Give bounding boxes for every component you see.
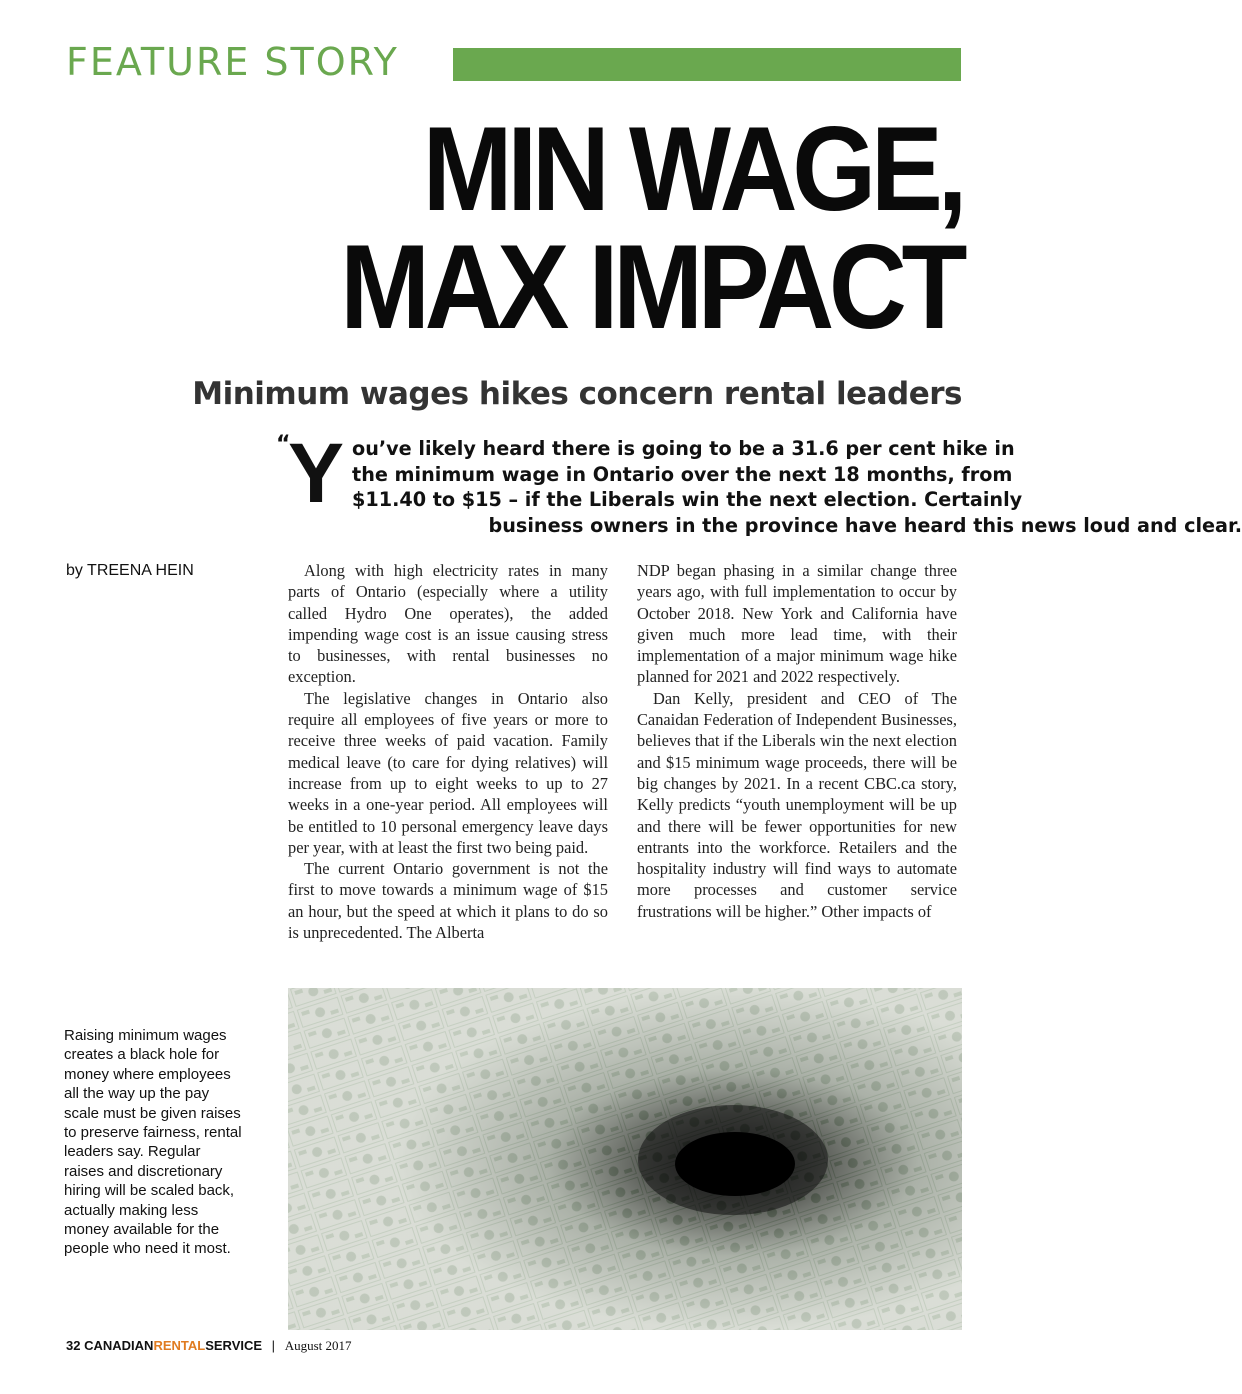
body-column-1 <box>288 560 608 943</box>
pullquote-drop-cap: Y <box>288 426 345 520</box>
publication-name-part-2: RENTAL <box>153 1338 206 1353</box>
body-paragraph: Dan Kelly, president and CEO of The Canaidan Federation of Independent Businesses, believes that if the Liberals win the next election and $15 minimum wage proceeds, there will be big changes by 2021. In a recent CBC.ca story, Kelly predicts “youth unemployment will be up and there will be fewer opportunities for new entrants into the workforce. Retailers and the hospitality industry will find ways to automate more processes and customer service frustrations will be higher.” Other impacts of <box>637 688 957 921</box>
body-column-2 <box>637 560 957 922</box>
byline: by TREENA HEIN <box>66 562 194 579</box>
page-footer <box>66 1338 352 1354</box>
subhead: Minimum wages hikes concern rental leaders <box>192 376 962 412</box>
body-paragraph: The legislative changes in Ontario also require all employees of five years or more to receive three weeks of paid vacation. Family medical leave (to care for dying relatives) will increase from up to eight weeks to up to 27 weeks in a one-year period. All employees will be entitled to 10 personal emergency leave days per year, with at least the first two being paid. <box>288 688 608 857</box>
headline-line-1: MIN WAGE, <box>422 102 962 236</box>
section-label: FEATURE STORY <box>66 40 399 84</box>
photo-caption: Raising minimum wages creates a black hole for money where employees all the way up the pay scale must be given raises to preserve fairness, rental leaders say. Regular raises and discretionary hiring will be scaled back, actually making less money available for the people who need it most. <box>64 1027 242 1258</box>
money-black-hole-photo <box>288 988 962 1330</box>
body-paragraph: NDP began phasing in a similar change three years ago, with full implementation to occur by October 2018. New York and California have given much more lead time, with their implementation of a major minimum wage hike planned for 2021 and 2022 respectively. <box>637 561 957 687</box>
publication-name-part-1: CANADIAN <box>84 1338 154 1353</box>
publication-name-part-3: SERVICE <box>205 1338 263 1353</box>
money-vortex-illustration <box>288 988 962 1330</box>
pullquote-line: the minimum wage in Ontario over the next 18 months, from <box>352 462 1013 486</box>
issue-date: August 2017 <box>284 1338 352 1353</box>
page-number: 32 <box>66 1338 81 1353</box>
pullquote-open-mark: “ <box>276 432 291 457</box>
section-bar <box>453 48 961 81</box>
headline-line-2: MAX IMPACT <box>340 220 962 354</box>
body-paragraph: The current Ontario government is not the first to move towards a minimum wage of $15 an hour, but the speed at which it plans to do so is unprecedented. The Alberta <box>288 859 608 943</box>
pullquote-line: business owners in the province have heard this news loud and clear. <box>488 513 1242 537</box>
pullquote-line: $11.40 to $15 – if the Liberals win the next election. Certainly <box>352 488 1023 511</box>
footer-separator: | <box>271 1338 276 1353</box>
pullquote-line: ou’ve likely heard there is going to be a 31.6 per cent hike in <box>352 437 1015 460</box>
headline <box>340 102 962 354</box>
body-paragraph: Along with high electricity rates in many parts of Ontario (especially where a utility called Hydro One operates), the added impending wage cost is an issue causing stress to businesses, with rental businesses no exception. <box>288 561 608 687</box>
pullquote <box>276 426 1242 538</box>
